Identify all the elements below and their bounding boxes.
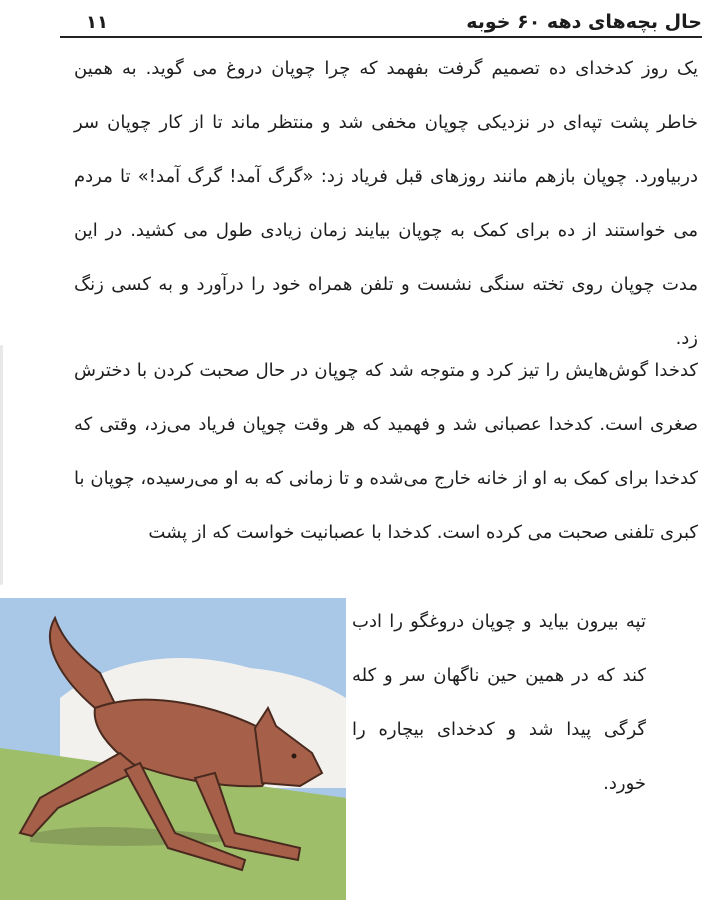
paragraph-3: تپه بیرون بیاید و چوپان دروغگو را ادب کند که در همین حین ناگهان سر و کله گرگی پیدا شد و کدخدای بیچاره را خورد. <box>352 611 646 794</box>
paragraph-1: یک روز کدخدای ده تصمیم گرفت بفهمد که چرا چوپان دروغ می گوید. به همین خاطر پشت تپه‌ای در نزدیکی چوپان مخفی شد و منتظر ماند تا از کار چوپان سر دربیاورد. چوپان بازهم مانند روزهای قبل فریاد زد: «گرگ آمد! گرگ آمد!» تا مردم می خواستند از ده برای کمک به چوپان بیایند زمان زیادی طول می کشید. در این مدت چوپان روی تخته سنگی نشست و تلفن همراه خود را درآورد و به کسی زنگ زد. <box>74 58 698 349</box>
page-number: ۱۱ <box>86 12 108 33</box>
page-edge-marker <box>0 345 3 585</box>
paragraph-2: کدخدا گوش‌هایش را تیز کرد و متوجه شد که چوپان در حال صحبت کردن با دخترش صغری است. کدخدا عصبانی شد و فهمید که هر وقت چوپان فریاد می‌زد، وقتی که کدخدا برای کمک به او از خانه خارج می‌شده و تا زمانی که به او می‌رسیده، چوپان با کبری تلفنی صحبت می کرده است. کدخدا با عصبانیت خواست که از پشت <box>74 360 698 543</box>
running-wolf-illustration <box>0 598 346 900</box>
running-title: حال بچه‌های دهه ۶۰ خوبه <box>466 11 702 33</box>
page-header <box>60 2 702 38</box>
wolf-eye <box>292 754 297 759</box>
